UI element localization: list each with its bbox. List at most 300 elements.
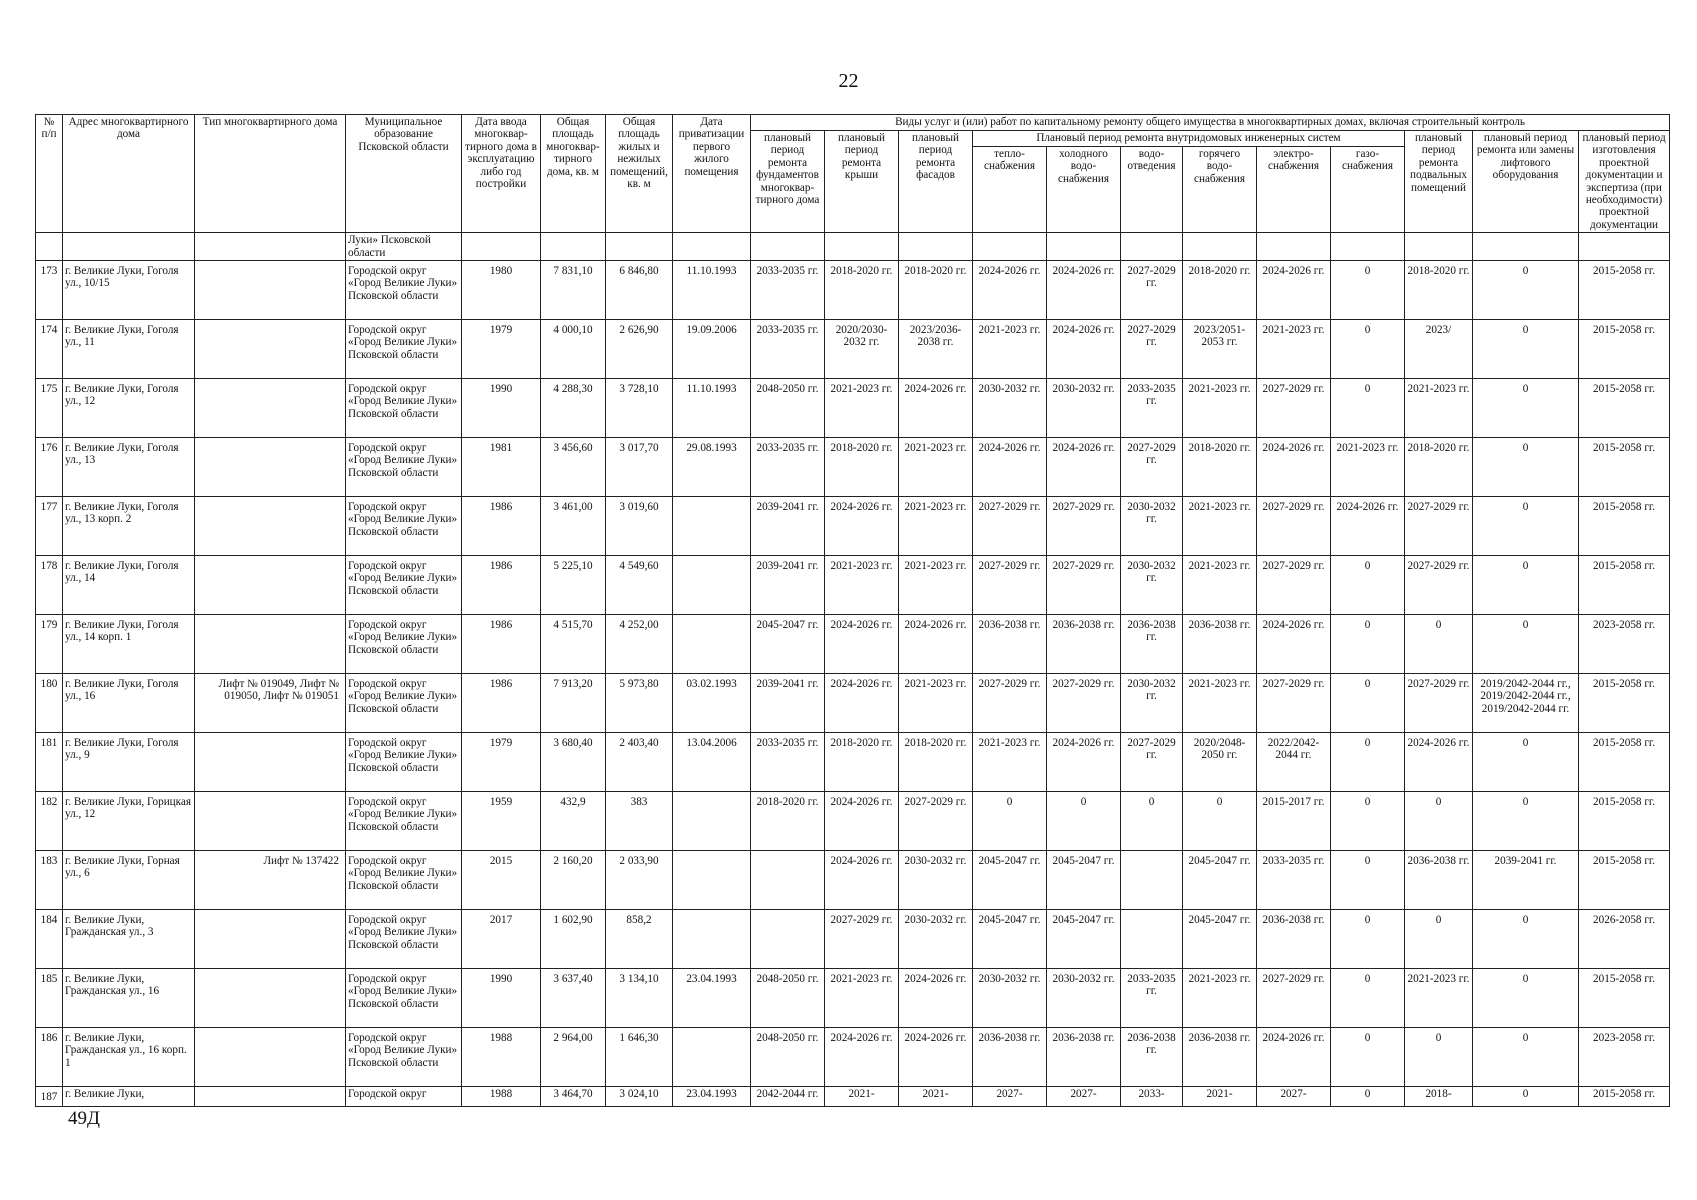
cell-electricity: 2027-2029 гг.	[1257, 379, 1331, 438]
cell-facade: 2024-2026 гг.	[899, 1028, 973, 1087]
cell-heat: 2027-2029 гг.	[973, 674, 1047, 733]
cell-cold-water: 2036-2038 гг.	[1047, 1028, 1121, 1087]
cell-cold-water: 2030-2032 гг.	[1047, 379, 1121, 438]
cell-drainage: 2036-2038 гг.	[1121, 1028, 1183, 1087]
cell-number: 187	[36, 1087, 63, 1107]
cell-gas: 2024-2026 гг.	[1331, 497, 1405, 556]
cell-living-area: 6 846,80	[606, 261, 673, 320]
cell-cold-water: 2027-2029 гг.	[1047, 497, 1121, 556]
cell-number: 174	[36, 320, 63, 379]
cell-design: 2015-2058 гг.	[1579, 261, 1670, 320]
cell-privatization	[673, 910, 751, 969]
cell-basement: 2027-2029 гг.	[1405, 556, 1473, 615]
cell-foundation: 2048-2050 гг.	[751, 1028, 825, 1087]
cell-municipality: Городской округ «Город Великие Луки» Псковской области	[346, 320, 462, 379]
cell-number: 184	[36, 910, 63, 969]
header-engineering-group: Плановый период ремонта внутридомовых инженерных систем	[973, 131, 1405, 147]
cell-elevator: 0	[1473, 1087, 1579, 1107]
cell-heat: 2027-2029 гг.	[973, 556, 1047, 615]
cell-heat: 2021-2023 гг.	[973, 320, 1047, 379]
cell-address: г. Великие Луки, Гоголя ул., 12	[63, 379, 195, 438]
cell-heat: 2045-2047 гг.	[973, 910, 1047, 969]
cell-type	[195, 379, 346, 438]
cell-hot-water: 2021-2023 гг.	[1183, 379, 1257, 438]
cell-municipality: Городской округ «Город Великие Луки» Псковской области	[346, 792, 462, 851]
header-municipality: Муниципальное образование Псковской области	[346, 115, 462, 233]
cell-foundation	[751, 910, 825, 969]
cell-basement: 2021-2023 гг.	[1405, 969, 1473, 1028]
cell-facade: 2023/2036-2038 гг.	[899, 320, 973, 379]
cell-facade: 2024-2026 гг.	[899, 379, 973, 438]
continuation-row	[36, 233, 1670, 261]
cell-drainage: 2030-2032 гг.	[1121, 497, 1183, 556]
cell-gas: 0	[1331, 556, 1405, 615]
cell-privatization	[673, 615, 751, 674]
cell-gas: 0	[1331, 1087, 1405, 1107]
cell-electricity: 2021-2023 гг.	[1257, 320, 1331, 379]
cell-gas: 0	[1331, 969, 1405, 1028]
cell-roof: 2024-2026 гг.	[825, 851, 899, 910]
cell-foundation	[751, 851, 825, 910]
cell-design: 2015-2058 гг.	[1579, 969, 1670, 1028]
cell-elevator: 0	[1473, 792, 1579, 851]
cell-design: 2015-2058 гг.	[1579, 851, 1670, 910]
cell-cold-water: 2045-2047 гг.	[1047, 851, 1121, 910]
cell-drainage: 2027-2029 гг.	[1121, 261, 1183, 320]
cell-roof: 2027-2029 гг.	[825, 910, 899, 969]
cell-heat: 2030-2032 гг.	[973, 969, 1047, 1028]
header-drainage: водо-отведения	[1121, 147, 1183, 233]
cell-privatization	[673, 1028, 751, 1087]
cell-elevator: 0	[1473, 615, 1579, 674]
header-commission-date: Дата ввода многоквар-тирного дома в эксплуатацию либо год постройки	[462, 115, 541, 233]
cell-facade: 2021-2023 гг.	[899, 674, 973, 733]
cell-privatization: 03.02.1993	[673, 674, 751, 733]
cell-hot-water: 2021-2023 гг.	[1183, 674, 1257, 733]
cell-basement: 0	[1405, 1028, 1473, 1087]
cell-year: 1988	[462, 1087, 541, 1107]
cell-electricity: 2024-2026 гг.	[1257, 438, 1331, 497]
cell-electricity: 2015-2017 гг.	[1257, 792, 1331, 851]
cell-design: 2015-2058 гг.	[1579, 379, 1670, 438]
cell-living-area: 1 646,30	[606, 1028, 673, 1087]
cell-total-area: 7 831,10	[541, 261, 606, 320]
cell-gas: 0	[1331, 1028, 1405, 1087]
cell-heat: 2045-2047 гг.	[973, 851, 1047, 910]
cell-heat: 2036-2038 гг.	[973, 1028, 1047, 1087]
cell-number: 180	[36, 674, 63, 733]
cell-cold-water: 2024-2026 гг.	[1047, 320, 1121, 379]
cell-type	[195, 792, 346, 851]
cell-address: г. Великие Луки, Гражданская ул., 16	[63, 969, 195, 1028]
cell-elevator: 0	[1473, 379, 1579, 438]
cell-type	[195, 615, 346, 674]
cell-total-area: 4 000,10	[541, 320, 606, 379]
cell-year: 1959	[462, 792, 541, 851]
cell-number: 173	[36, 261, 63, 320]
cell-hot-water: 2020/2048-2050 гг.	[1183, 733, 1257, 792]
cell-design: 2015-2058 гг.	[1579, 497, 1670, 556]
cell-foundation: 2033-2035 гг.	[751, 438, 825, 497]
table-row	[36, 497, 1670, 556]
cell-hot-water: 2021-2023 гг.	[1183, 497, 1257, 556]
cell-electricity: 2036-2038 гг.	[1257, 910, 1331, 969]
cell-drainage	[1121, 910, 1183, 969]
cell-address: г. Великие Луки, Гоголя ул., 13	[63, 438, 195, 497]
cell-hot-water: 2018-2020 гг.	[1183, 438, 1257, 497]
cell-elevator: 0	[1473, 320, 1579, 379]
cell-electricity: 2024-2026 гг.	[1257, 1028, 1331, 1087]
cell-drainage	[1121, 851, 1183, 910]
cell-drainage: 2030-2032 гг.	[1121, 674, 1183, 733]
cell-foundation: 2018-2020 гг.	[751, 792, 825, 851]
cell-address: г. Великие Луки, Гоголя ул., 10/15	[63, 261, 195, 320]
cell-municipality: Городской округ	[346, 1087, 462, 1107]
cell-address: г. Великие Луки,	[63, 1087, 195, 1107]
table-row	[36, 674, 1670, 733]
cell-year: 1986	[462, 615, 541, 674]
cell-municipality: Городской округ «Город Великие Луки» Псковской области	[346, 497, 462, 556]
cell-elevator: 0	[1473, 556, 1579, 615]
cell-roof: 2021-2023 гг.	[825, 556, 899, 615]
cell-living-area: 3 134,10	[606, 969, 673, 1028]
cell-privatization: 13.04.2006	[673, 733, 751, 792]
cell-hot-water: 2045-2047 гг.	[1183, 851, 1257, 910]
cell-privatization: 11.10.1993	[673, 261, 751, 320]
cell-number: 175	[36, 379, 63, 438]
cell-living-area: 3 024,10	[606, 1087, 673, 1107]
cell-design: 2023-2058 гг.	[1579, 1028, 1670, 1087]
cell-drainage: 2027-2029 гг.	[1121, 733, 1183, 792]
cell-heat: 0	[973, 792, 1047, 851]
cell-heat: 2027-	[973, 1087, 1047, 1107]
cell-number: 178	[36, 556, 63, 615]
cell-drainage: 2027-2029 гг.	[1121, 438, 1183, 497]
cell-foundation: 2042-2044 гг.	[751, 1087, 825, 1107]
cell-gas: 0	[1331, 910, 1405, 969]
cell-cold-water: 2024-2026 гг.	[1047, 261, 1121, 320]
cell-address: г. Великие Луки, Гоголя ул., 16	[63, 674, 195, 733]
cell-hot-water: 2036-2038 гг.	[1183, 1028, 1257, 1087]
cell-total-area: 2 964,00	[541, 1028, 606, 1087]
cell-drainage: 2033-2035 гг.	[1121, 379, 1183, 438]
cell-gas: 0	[1331, 379, 1405, 438]
cell-cold-water: 2045-2047 гг.	[1047, 910, 1121, 969]
cell-cold-water: 2030-2032 гг.	[1047, 969, 1121, 1028]
cell-address: г. Великие Луки, Гоголя ул., 13 корп. 2	[63, 497, 195, 556]
cell-total-area: 4 515,70	[541, 615, 606, 674]
cell-drainage: 2027-2029 гг.	[1121, 320, 1183, 379]
cell-electricity: 2027-	[1257, 1087, 1331, 1107]
cell-total-area: 3 637,40	[541, 969, 606, 1028]
cell-type: Лифт № 019049, Лифт № 019050, Лифт № 019051	[195, 674, 346, 733]
cell-gas: 0	[1331, 674, 1405, 733]
cell-year: 2015	[462, 851, 541, 910]
header-living-area: Общая площадь жилых и нежилых помещений, кв. м	[606, 115, 673, 233]
cell-cold-water: 2024-2026 гг.	[1047, 438, 1121, 497]
cell-facade: 2024-2026 гг.	[899, 969, 973, 1028]
cell-address: г. Великие Луки, Горная ул., 6	[63, 851, 195, 910]
cell-roof: 2020/2030-2032 гг.	[825, 320, 899, 379]
cell-heat: 2030-2032 гг.	[973, 379, 1047, 438]
cell-roof: 2024-2026 гг.	[825, 792, 899, 851]
cell-type	[195, 438, 346, 497]
cell-roof: 2018-2020 гг.	[825, 438, 899, 497]
cell-foundation: 2039-2041 гг.	[751, 497, 825, 556]
cell-total-area: 4 288,30	[541, 379, 606, 438]
table-row	[36, 556, 1670, 615]
cell-year: 1986	[462, 674, 541, 733]
table-row	[36, 1087, 1670, 1107]
cell-number: 186	[36, 1028, 63, 1087]
cell-number: 177	[36, 497, 63, 556]
cell-electricity: 2027-2029 гг.	[1257, 969, 1331, 1028]
cell-type: Лифт № 137422	[195, 851, 346, 910]
cell-address: г. Великие Луки, Гражданская ул., 3	[63, 910, 195, 969]
cell-design: 2015-2058 гг.	[1579, 1087, 1670, 1107]
cell-total-area: 3 464,70	[541, 1087, 606, 1107]
header-gas: газо-снабжения	[1331, 147, 1405, 233]
cell-total-area: 1 602,90	[541, 910, 606, 969]
cell-elevator: 2019/2042-2044 гг., 2019/2042-2044 гг., 2019/2042-2044 гг.	[1473, 674, 1579, 733]
cell-heat: 2024-2026 гг.	[973, 438, 1047, 497]
cell-municipality: Городской округ «Город Великие Луки» Псковской области	[346, 1028, 462, 1087]
cell-roof: 2021-	[825, 1087, 899, 1107]
cell-basement: 0	[1405, 910, 1473, 969]
cell-hot-water: 2021-2023 гг.	[1183, 556, 1257, 615]
cell-facade: 2021-	[899, 1087, 973, 1107]
cell-type	[195, 1028, 346, 1087]
cell-gas: 0	[1331, 320, 1405, 379]
header-cold-water: холодного водо-снабжения	[1047, 147, 1121, 233]
cell-cold-water: 2027-2029 гг.	[1047, 674, 1121, 733]
table-row	[36, 615, 1670, 674]
cell-roof: 2018-2020 гг.	[825, 261, 899, 320]
cell-design: 2023-2058 гг.	[1579, 615, 1670, 674]
cell-elevator: 0	[1473, 261, 1579, 320]
cell-living-area: 3 019,60	[606, 497, 673, 556]
cell-gas: 0	[1331, 733, 1405, 792]
cell-basement: 2024-2026 гг.	[1405, 733, 1473, 792]
cell-hot-water: 2018-2020 гг.	[1183, 261, 1257, 320]
cell-elevator: 0	[1473, 733, 1579, 792]
cell-number: 176	[36, 438, 63, 497]
cell-basement: 0	[1405, 792, 1473, 851]
cell-municipality: Городской округ «Город Великие Луки» Псковской области	[346, 674, 462, 733]
cell-elevator: 0	[1473, 438, 1579, 497]
cell-privatization: 11.10.1993	[673, 379, 751, 438]
cell-drainage: 0	[1121, 792, 1183, 851]
header-total-area: Общая площадь многоквар-тирного дома, кв. м	[541, 115, 606, 233]
cell-cold-water: 2036-2038 гг.	[1047, 615, 1121, 674]
cell-living-area: 2 033,90	[606, 851, 673, 910]
cell-address: г. Великие Луки, Гражданская ул., 16 корп. 1	[63, 1028, 195, 1087]
cell-basement: 2036-2038 гг.	[1405, 851, 1473, 910]
cell-type	[195, 320, 346, 379]
cell-year: 1981	[462, 438, 541, 497]
cell-privatization	[673, 556, 751, 615]
cell-living-area: 2 403,40	[606, 733, 673, 792]
cell-municipality: Городской округ «Город Великие Луки» Псковской области	[346, 261, 462, 320]
cell-living-area: 2 626,90	[606, 320, 673, 379]
table-row	[36, 792, 1670, 851]
header-elevator: плановый период ремонта или замены лифтового оборудования	[1473, 131, 1579, 233]
cell-gas: 0	[1331, 261, 1405, 320]
cell-living-area: 4 252,00	[606, 615, 673, 674]
cell-type	[195, 910, 346, 969]
cell-electricity: 2033-2035 гг.	[1257, 851, 1331, 910]
cell-roof: 2024-2026 гг.	[825, 615, 899, 674]
cell-living-area: 4 549,60	[606, 556, 673, 615]
cell-living-area: 383	[606, 792, 673, 851]
header-works-group: Виды услуг и (или) работ по капитальному ремонту общего имущества в многоквартирных домах, включая строительный контроль	[751, 115, 1670, 131]
cell-heat: 2021-2023 гг.	[973, 733, 1047, 792]
cell-basement: 2018-2020 гг.	[1405, 438, 1473, 497]
footer-code: 49Д	[68, 1108, 100, 1129]
cell-electricity: 2024-2026 гг.	[1257, 261, 1331, 320]
cell-living-area: 858,2	[606, 910, 673, 969]
cell-foundation: 2039-2041 гг.	[751, 674, 825, 733]
cell-roof: 2024-2026 гг.	[825, 1028, 899, 1087]
cell-facade: 2018-2020 гг.	[899, 261, 973, 320]
table-row	[36, 733, 1670, 792]
cell-type	[195, 1087, 346, 1107]
cell-electricity: 2027-2029 гг.	[1257, 556, 1331, 615]
cell-foundation: 2048-2050 гг.	[751, 969, 825, 1028]
cell-municipality: Городской округ «Город Великие Луки» Псковской области	[346, 969, 462, 1028]
cell-electricity: 2022/2042-2044 гг.	[1257, 733, 1331, 792]
page-number: 22	[838, 70, 859, 92]
cell-foundation: 2033-2035 гг.	[751, 261, 825, 320]
cell-total-area: 3 680,40	[541, 733, 606, 792]
cell-year: 1979	[462, 733, 541, 792]
cell-municipality: Городской округ «Город Великие Луки» Псковской области	[346, 615, 462, 674]
cell-privatization: 23.04.1993	[673, 969, 751, 1028]
cell-year: 1990	[462, 379, 541, 438]
cell-year: 1979	[462, 320, 541, 379]
header-foundation: плановый период ремонта фундаментов многоквар-тирного дома	[751, 131, 825, 233]
table-row	[36, 320, 1670, 379]
continuation-municipality: Луки» Псковской области	[346, 233, 462, 261]
cell-type	[195, 733, 346, 792]
table-row	[36, 1028, 1670, 1087]
cell-design: 2015-2058 гг.	[1579, 320, 1670, 379]
cell-year: 2017	[462, 910, 541, 969]
cell-roof: 2024-2026 гг.	[825, 497, 899, 556]
cell-total-area: 3 456,60	[541, 438, 606, 497]
cell-design: 2015-2058 гг.	[1579, 733, 1670, 792]
cell-type	[195, 556, 346, 615]
cell-total-area: 7 913,20	[541, 674, 606, 733]
table-row	[36, 969, 1670, 1028]
cell-gas: 0	[1331, 851, 1405, 910]
header-privatization-date: Дата приватизации первого жилого помещения	[673, 115, 751, 233]
cell-type	[195, 969, 346, 1028]
capital-repair-table	[35, 114, 1670, 1107]
cell-address: г. Великие Луки, Гоголя ул., 11	[63, 320, 195, 379]
cell-hot-water: 2036-2038 гг.	[1183, 615, 1257, 674]
cell-design: 2015-2058 гг.	[1579, 556, 1670, 615]
cell-heat: 2024-2026 гг.	[973, 261, 1047, 320]
cell-privatization: 29.08.1993	[673, 438, 751, 497]
cell-roof: 2018-2020 гг.	[825, 733, 899, 792]
cell-design: 2026-2058 гг.	[1579, 910, 1670, 969]
cell-privatization	[673, 851, 751, 910]
cell-basement: 2023/	[1405, 320, 1473, 379]
cell-roof: 2024-2026 гг.	[825, 674, 899, 733]
cell-basement: 2027-2029 гг.	[1405, 674, 1473, 733]
cell-address: г. Великие Луки, Гоголя ул., 14 корп. 1	[63, 615, 195, 674]
cell-roof: 2021-2023 гг.	[825, 969, 899, 1028]
cell-heat: 2027-2029 гг.	[973, 497, 1047, 556]
cell-basement: 2021-2023 гг.	[1405, 379, 1473, 438]
cell-facade: 2027-2029 гг.	[899, 792, 973, 851]
table-header	[36, 115, 1670, 233]
cell-facade: 2021-2023 гг.	[899, 438, 973, 497]
cell-facade: 2030-2032 гг.	[899, 851, 973, 910]
cell-design: 2015-2058 гг.	[1579, 438, 1670, 497]
cell-gas: 2021-2023 гг.	[1331, 438, 1405, 497]
header-facade: плановый период ремонта фасадов	[899, 131, 973, 233]
header-design: плановый период изготовления проектной документации и экспертиза (при необходимости) проектной документации	[1579, 131, 1670, 233]
table-row	[36, 910, 1670, 969]
cell-hot-water: 2021-2023 гг.	[1183, 969, 1257, 1028]
cell-address: г. Великие Луки, Гоголя ул., 9	[63, 733, 195, 792]
cell-elevator: 0	[1473, 1028, 1579, 1087]
cell-foundation: 2039-2041 гг.	[751, 556, 825, 615]
cell-living-area: 5 973,80	[606, 674, 673, 733]
cell-cold-water: 2027-2029 гг.	[1047, 556, 1121, 615]
header-heat: тепло-снабжения	[973, 147, 1047, 233]
cell-type	[195, 497, 346, 556]
cell-municipality: Городской округ «Город Великие Луки» Псковской области	[346, 438, 462, 497]
cell-electricity: 2027-2029 гг.	[1257, 674, 1331, 733]
cell-elevator: 0	[1473, 969, 1579, 1028]
cell-drainage: 2033-	[1121, 1087, 1183, 1107]
header-address: Адрес многоквартирного дома	[63, 115, 195, 233]
cell-number: 181	[36, 733, 63, 792]
cell-elevator: 0	[1473, 497, 1579, 556]
cell-municipality: Городской округ «Город Великие Луки» Псковской области	[346, 556, 462, 615]
cell-electricity: 2027-2029 гг.	[1257, 497, 1331, 556]
cell-year: 1986	[462, 497, 541, 556]
cell-roof: 2021-2023 гг.	[825, 379, 899, 438]
cell-privatization: 19.09.2006	[673, 320, 751, 379]
cell-cold-water: 0	[1047, 792, 1121, 851]
cell-elevator: 0	[1473, 910, 1579, 969]
cell-heat: 2036-2038 гг.	[973, 615, 1047, 674]
cell-hot-water: 2021-	[1183, 1087, 1257, 1107]
cell-design: 2015-2058 гг.	[1579, 792, 1670, 851]
header-basement: плановый период ремонта подвальных помещений	[1405, 131, 1473, 233]
header-electricity: электро-снабжения	[1257, 147, 1331, 233]
cell-number: 179	[36, 615, 63, 674]
cell-address: г. Великие Луки, Гоголя ул., 14	[63, 556, 195, 615]
cell-facade: 2030-2032 гг.	[899, 910, 973, 969]
header-num: № п/п	[36, 115, 63, 233]
cell-type	[195, 261, 346, 320]
cell-foundation: 2048-2050 гг.	[751, 379, 825, 438]
cell-total-area: 432,9	[541, 792, 606, 851]
cell-privatization	[673, 497, 751, 556]
cell-number: 183	[36, 851, 63, 910]
cell-foundation: 2045-2047 гг.	[751, 615, 825, 674]
cell-living-area: 3 017,70	[606, 438, 673, 497]
cell-year: 1980	[462, 261, 541, 320]
cell-facade: 2021-2023 гг.	[899, 556, 973, 615]
cell-municipality: Городской округ «Город Великие Луки» Псковской области	[346, 379, 462, 438]
cell-year: 1990	[462, 969, 541, 1028]
